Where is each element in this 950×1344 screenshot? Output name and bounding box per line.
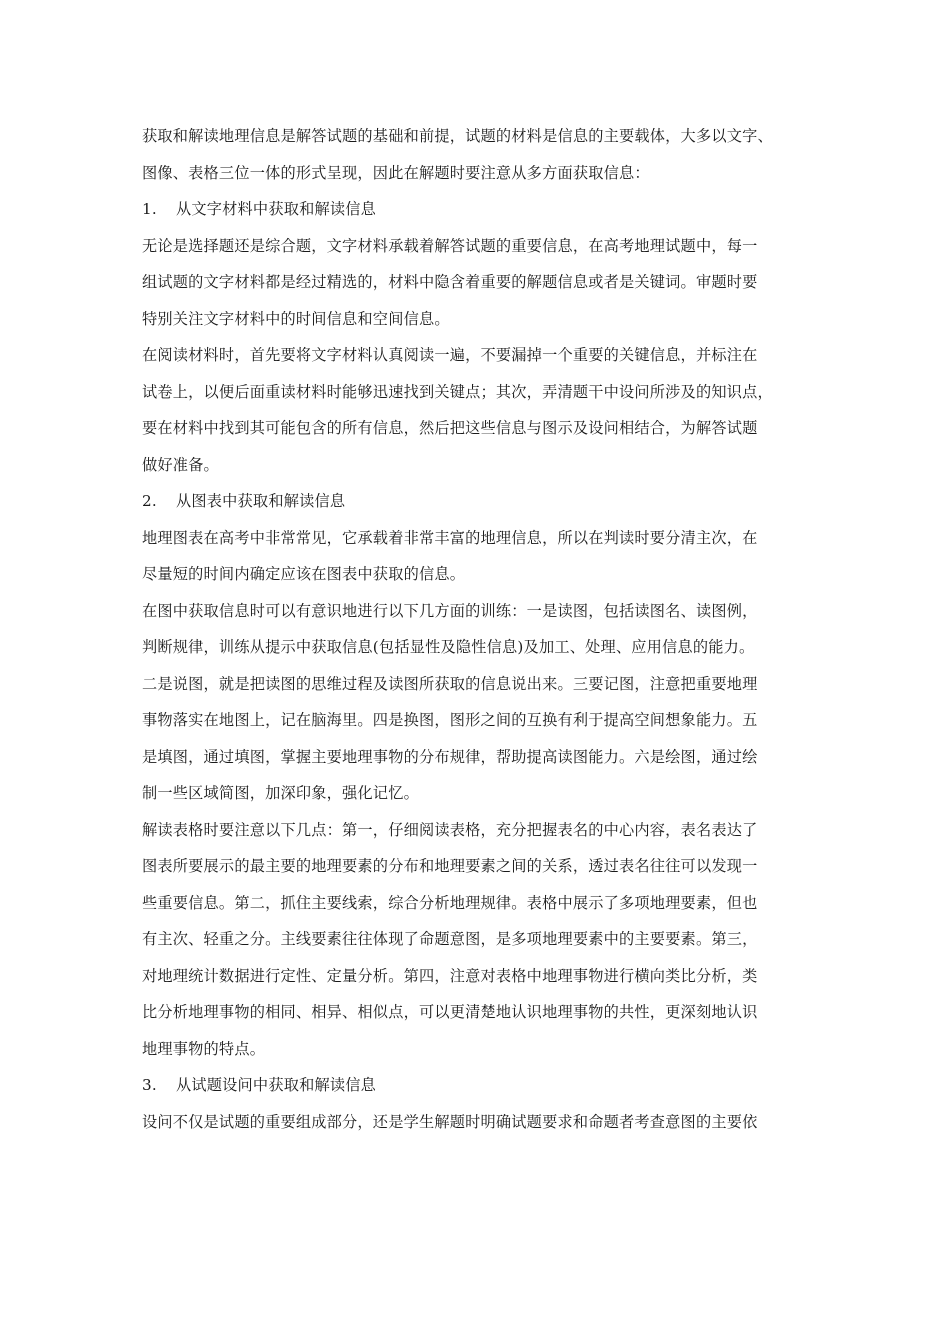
text-line: 些重要信息。第二，抓住主要线索，综合分析地理规律。表格中展示了多项地理要素，但也 [142,893,758,912]
section-heading-3 [142,1067,814,1104]
text-line: 对地理统计数据进行定性、定量分析。第四，注意对表格中地理事物进行横向类比分析，类 [142,966,758,985]
section-number: 2. [142,492,157,510]
text-line: 事物落实在地图上，记在脑海里。四是换图，图形之间的互换有利于提高空间想象能力。五 [142,711,758,729]
paragraph [142,1104,814,1141]
text-line: 图像、表格三位一体的形式呈现，因此在解题时要注意从多方面获取信息： [142,163,650,182]
text-line: 地理图表在高考中非常常见，它承载着非常丰富的地理信息，所以在判读时要分清主次，在 [142,528,758,547]
text-line: 在阅读材料时，首先要将文字材料认真阅读一遍，不要漏掉一个重要的关键信息，并标注在 [142,346,758,364]
section-title: 从文字材料中获取和解读信息 [176,200,377,218]
text-line: 做好准备。 [142,455,219,474]
text-line: 试卷上，以便后面重读材料时能够迅速找到关键点；其次，弄清题干中设问所涉及的知识点， [142,382,773,401]
text-line: 制一些区域简图，加深印象，强化记忆。 [142,784,419,802]
text-line: 特别关注文字材料中的时间信息和空间信息。 [142,309,450,328]
text-line: 有主次、轻重之分。主线要素往往体现了命题意图，是多项地理要素中的主要要素。第三， [142,930,758,948]
text-line: 尽量短的时间内确定应该在图表中获取的信息。 [142,565,466,583]
paragraph [142,520,814,593]
text-line: 解读表格时要注意以下几点：第一，仔细阅读表格，充分把握表名的中心内容，表名表达了 [142,820,758,839]
section-heading-2 [142,483,814,520]
paragraph [142,593,814,812]
text-line: 图表所要展示的最主要的地理要素的分布和地理要素之间的关系，透过表名往往可以发现一 [142,857,758,875]
text-line: 判断规律，训练从提示中获取信息(包括显性及隐性信息)及加工、处理、应用信息的能力。 [142,638,755,656]
text-line: 地理事物的特点。 [142,1039,266,1058]
paragraph [142,337,814,483]
section-heading-1 [142,191,814,228]
section-title: 从试题设问中获取和解读信息 [176,1076,377,1094]
text-line: 设问不仅是试题的重要组成部分，还是学生解题时明确试题要求和命题者考查意图的主要依 [142,1112,758,1131]
section-number: 1. [142,200,157,218]
text-line: 无论是选择题还是综合题，文字材料承载着解答试题的重要信息，在高考地理试题中，每一 [142,236,758,255]
paragraph [142,812,814,1068]
text-line: 是填图，通过填图，掌握主要地理事物的分布规律，帮助提高读图能力。六是绘图，通过绘 [142,747,758,766]
paragraph [142,228,814,338]
text-line: 二是说图，就是把读图的思维过程及读图所获取的信息说出来。三要记图，注意把重要地理 [142,674,758,693]
section-title: 从图表中获取和解读信息 [176,492,346,510]
text-line: 组试题的文字材料都是经过精选的，材料中隐含着重要的解题信息或者是关键词。审题时要 [142,273,758,291]
document-body [142,118,814,1140]
text-line: 在图中获取信息时可以有意识地进行以下几方面的训练：一是读图，包括读图名、读图例， [142,601,758,620]
text-line: 获取和解读地理信息是解答试题的基础和前提，试题的材料是信息的主要载体，大多以文字、 [142,127,773,145]
section-number: 3. [142,1076,157,1094]
intro-paragraph [142,118,814,191]
text-line: 比分析地理事物的相同、相异、相似点，可以更清楚地认识地理事物的共性，更深刻地认识 [142,1003,758,1021]
text-line: 要在材料中找到其可能包含的所有信息，然后把这些信息与图示及设问相结合，为解答试题 [142,419,758,437]
